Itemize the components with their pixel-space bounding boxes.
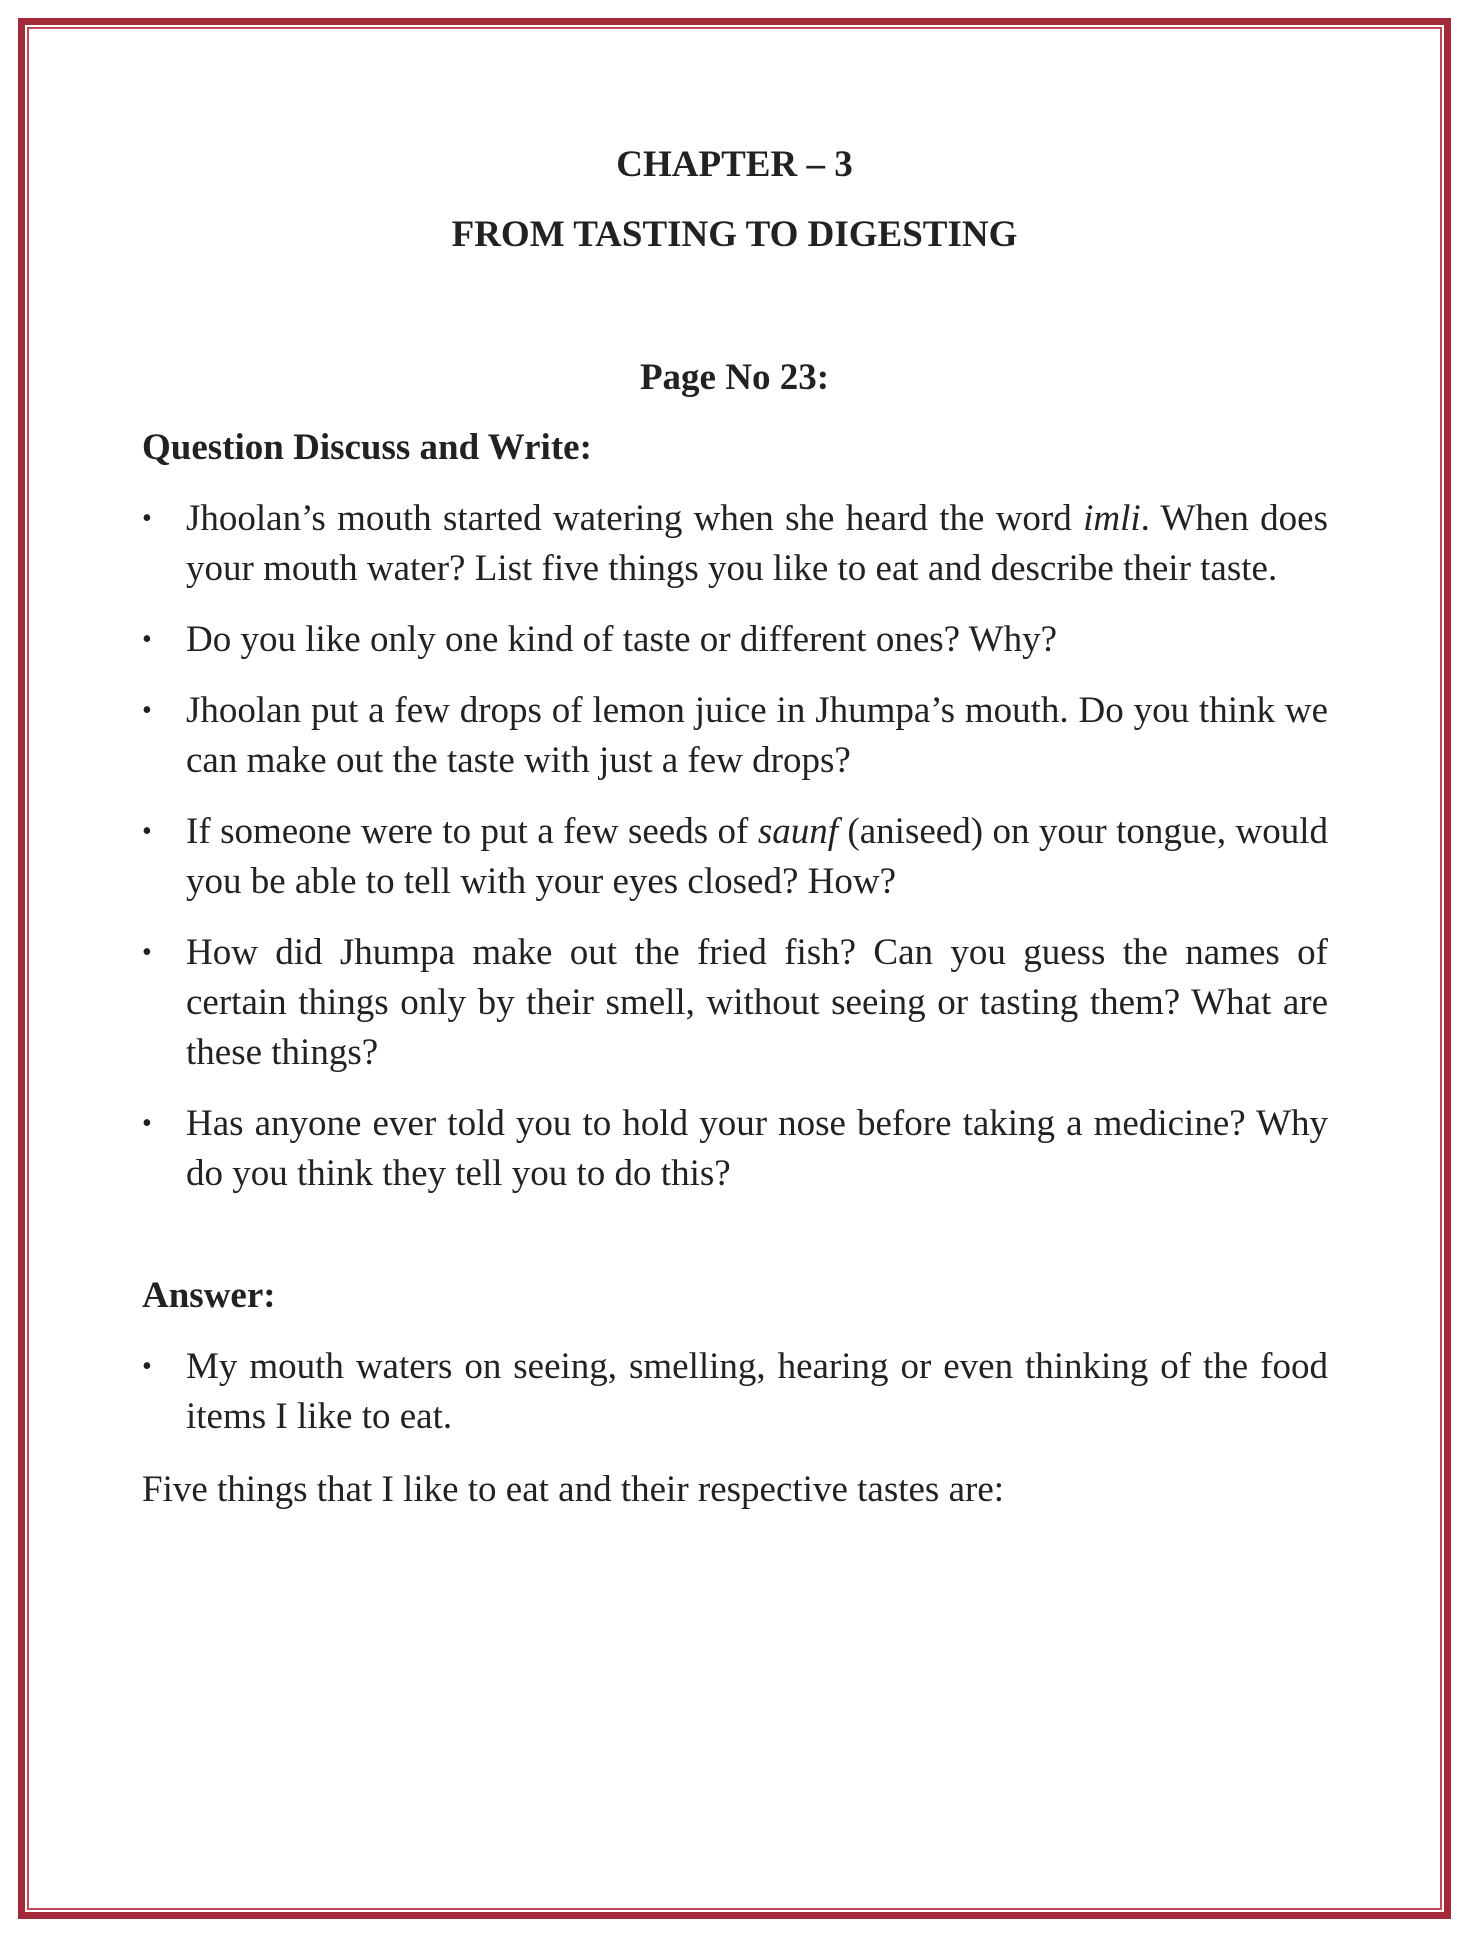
bullet-icon: • [142,937,152,968]
bullet-icon: • [142,1351,152,1382]
chapter-title: FROM TASTING TO DIGESTING [451,214,1018,255]
answer-followup: Five things that I like to eat and their respective tastes are: [142,1469,1005,1510]
question-item: • How did Jhumpa make out the fried fish? Can you guess the names of certain things only by their smell, without seeing or tasting them? What are these things? [142,928,1328,1078]
chapter-number: CHAPTER – 3 [616,144,853,185]
answer-item: • My mouth waters on seeing, smelling, hearing or even thinking of the food items I like to eat. [142,1342,1328,1442]
bullet-icon: • [142,1108,152,1139]
question-item: • Has anyone ever told you to hold your nose before taking a medicine? Why do you think they tell you to do this? [142,1099,1328,1199]
answer-list [142,1342,1328,1463]
answer-heading: Answer: [142,1275,276,1316]
question-item: • If someone were to put a few seeds of saunf (aniseed) on your tongue, would you be able to tell with your eyes closed? How? [142,807,1328,907]
bullet-icon: • [142,695,152,726]
page-number: Page No 23: [639,357,830,398]
questions-heading: Question Discuss and Write: [142,427,592,468]
question-item: • Jhoolan’s mouth started watering when she heard the word imli. When does your mouth water? List five things you like to eat and describe their taste. [142,494,1328,594]
bullet-icon: • [142,624,152,655]
bullet-icon: • [142,816,152,847]
question-item: • Do you like only one kind of taste or different ones? Why? [142,615,1328,665]
questions-list [142,494,1328,1220]
question-item: • Jhoolan put a few drops of lemon juice in Jhumpa’s mouth. Do you think we can make out the taste with just a few drops? [142,686,1328,786]
bullet-icon: • [142,503,152,534]
